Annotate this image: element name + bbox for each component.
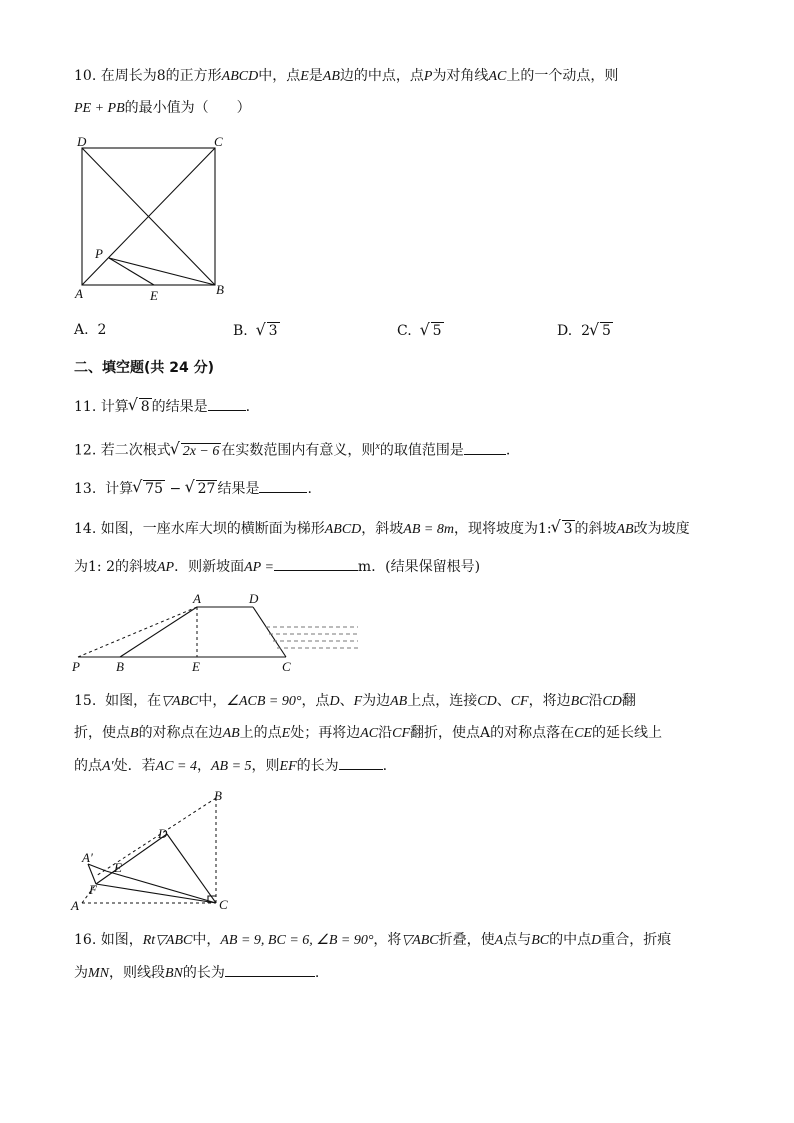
label-p: P [72, 659, 80, 674]
section-title: 二、填空题(共 24 分) [74, 360, 215, 376]
q13: 13. 计算√ 75 − √ 27 结果是 . [74, 478, 312, 499]
q16-line2: 为MN，则线段BN的长为 . [74, 962, 319, 984]
label-a: A [71, 898, 79, 913]
q15-line2: 折，使点B的对称点在边AB上的点E处；再将边AC沿CF翻折，使点A的对称点落在CE的延长线上 [74, 725, 663, 741]
label-b: B [216, 282, 224, 297]
label-c: C [214, 134, 223, 149]
q10-option-c[interactable]: C. √ 5 [397, 322, 444, 339]
q10-line2: PE + PB的最小值为（ ） [74, 100, 251, 116]
label-b: B [116, 659, 124, 674]
q10-option-a[interactable]: A. 2 [74, 322, 107, 338]
label-a-prime: A′ [82, 850, 93, 865]
q11-answer-blank[interactable] [208, 396, 246, 411]
segment-pb [109, 258, 215, 285]
q15-line3: 的点A′处．若AC = 4，AB = 5，则EF的长为 . [74, 755, 387, 777]
q16-line1: 16. 如图，Rt▽ABC中，AB = 9, BC = 6, ∠B = 90°，将▽ABC折叠，使A点与BC的中点D重合，折痕 [74, 932, 672, 948]
segment-ap [78, 607, 197, 657]
segment-cf [96, 884, 216, 903]
label-b: B [214, 788, 222, 803]
label-d: D [249, 591, 259, 606]
q14-line2: 为1: 2的斜坡AP．则新坡面AP = m．(结果保留根号) [74, 556, 480, 578]
label-e: E [114, 860, 122, 875]
q14-figure [66, 590, 366, 676]
segment-cd [167, 834, 216, 903]
label-c: C [282, 659, 291, 674]
segment-de [96, 834, 167, 884]
label-a: A [193, 591, 201, 606]
label-e: E [150, 288, 158, 303]
label-d: D [77, 134, 87, 149]
label-d: D [158, 826, 168, 841]
label-f: F [89, 882, 97, 897]
q12-answer-blank[interactable] [464, 440, 506, 455]
q14-line1: 14. 如图，一座水库大坝的横断面为梯形ABCD，斜坡AB = 8m，现将坡度为1:√ 3 的斜坡AB改为坡度 [74, 519, 690, 540]
q15-figure [66, 786, 246, 916]
label-e: E [192, 659, 200, 674]
q15-line1: 15. 如图，在▽ABC中，∠ACB = 90°，点D、F为边AB上点，连接CD、CF，将边BC沿CD翻 [74, 693, 636, 709]
segment-pe [109, 258, 154, 285]
q10-option-d[interactable]: D. 2√ 5 [557, 322, 613, 339]
q11: 11. 计算√ 8 的结果是 . [74, 396, 250, 417]
label-p: P [95, 246, 103, 261]
segment-ab [120, 607, 197, 657]
q15-answer-blank[interactable] [339, 755, 383, 770]
q16-answer-blank[interactable] [225, 962, 315, 977]
q14-answer-blank[interactable] [274, 556, 358, 571]
segment-ce [106, 871, 216, 903]
q10-line1: 10. 在周长为8的正方形ABCD中，点E是AB边的中点，点P为对角线AC上的一个动点，则 [74, 68, 619, 84]
label-a: A [75, 286, 83, 301]
q13-answer-blank[interactable] [259, 478, 307, 493]
label-c: C [219, 897, 228, 912]
q10-figure [70, 134, 240, 304]
segment-dc [253, 607, 286, 657]
q10-option-b[interactable]: B. √ 3 [233, 322, 280, 339]
q12: 12. 若二次根式√ 2x − 6 在实数范围内有意义，则$^x$的取值范围是 . [74, 437, 510, 461]
